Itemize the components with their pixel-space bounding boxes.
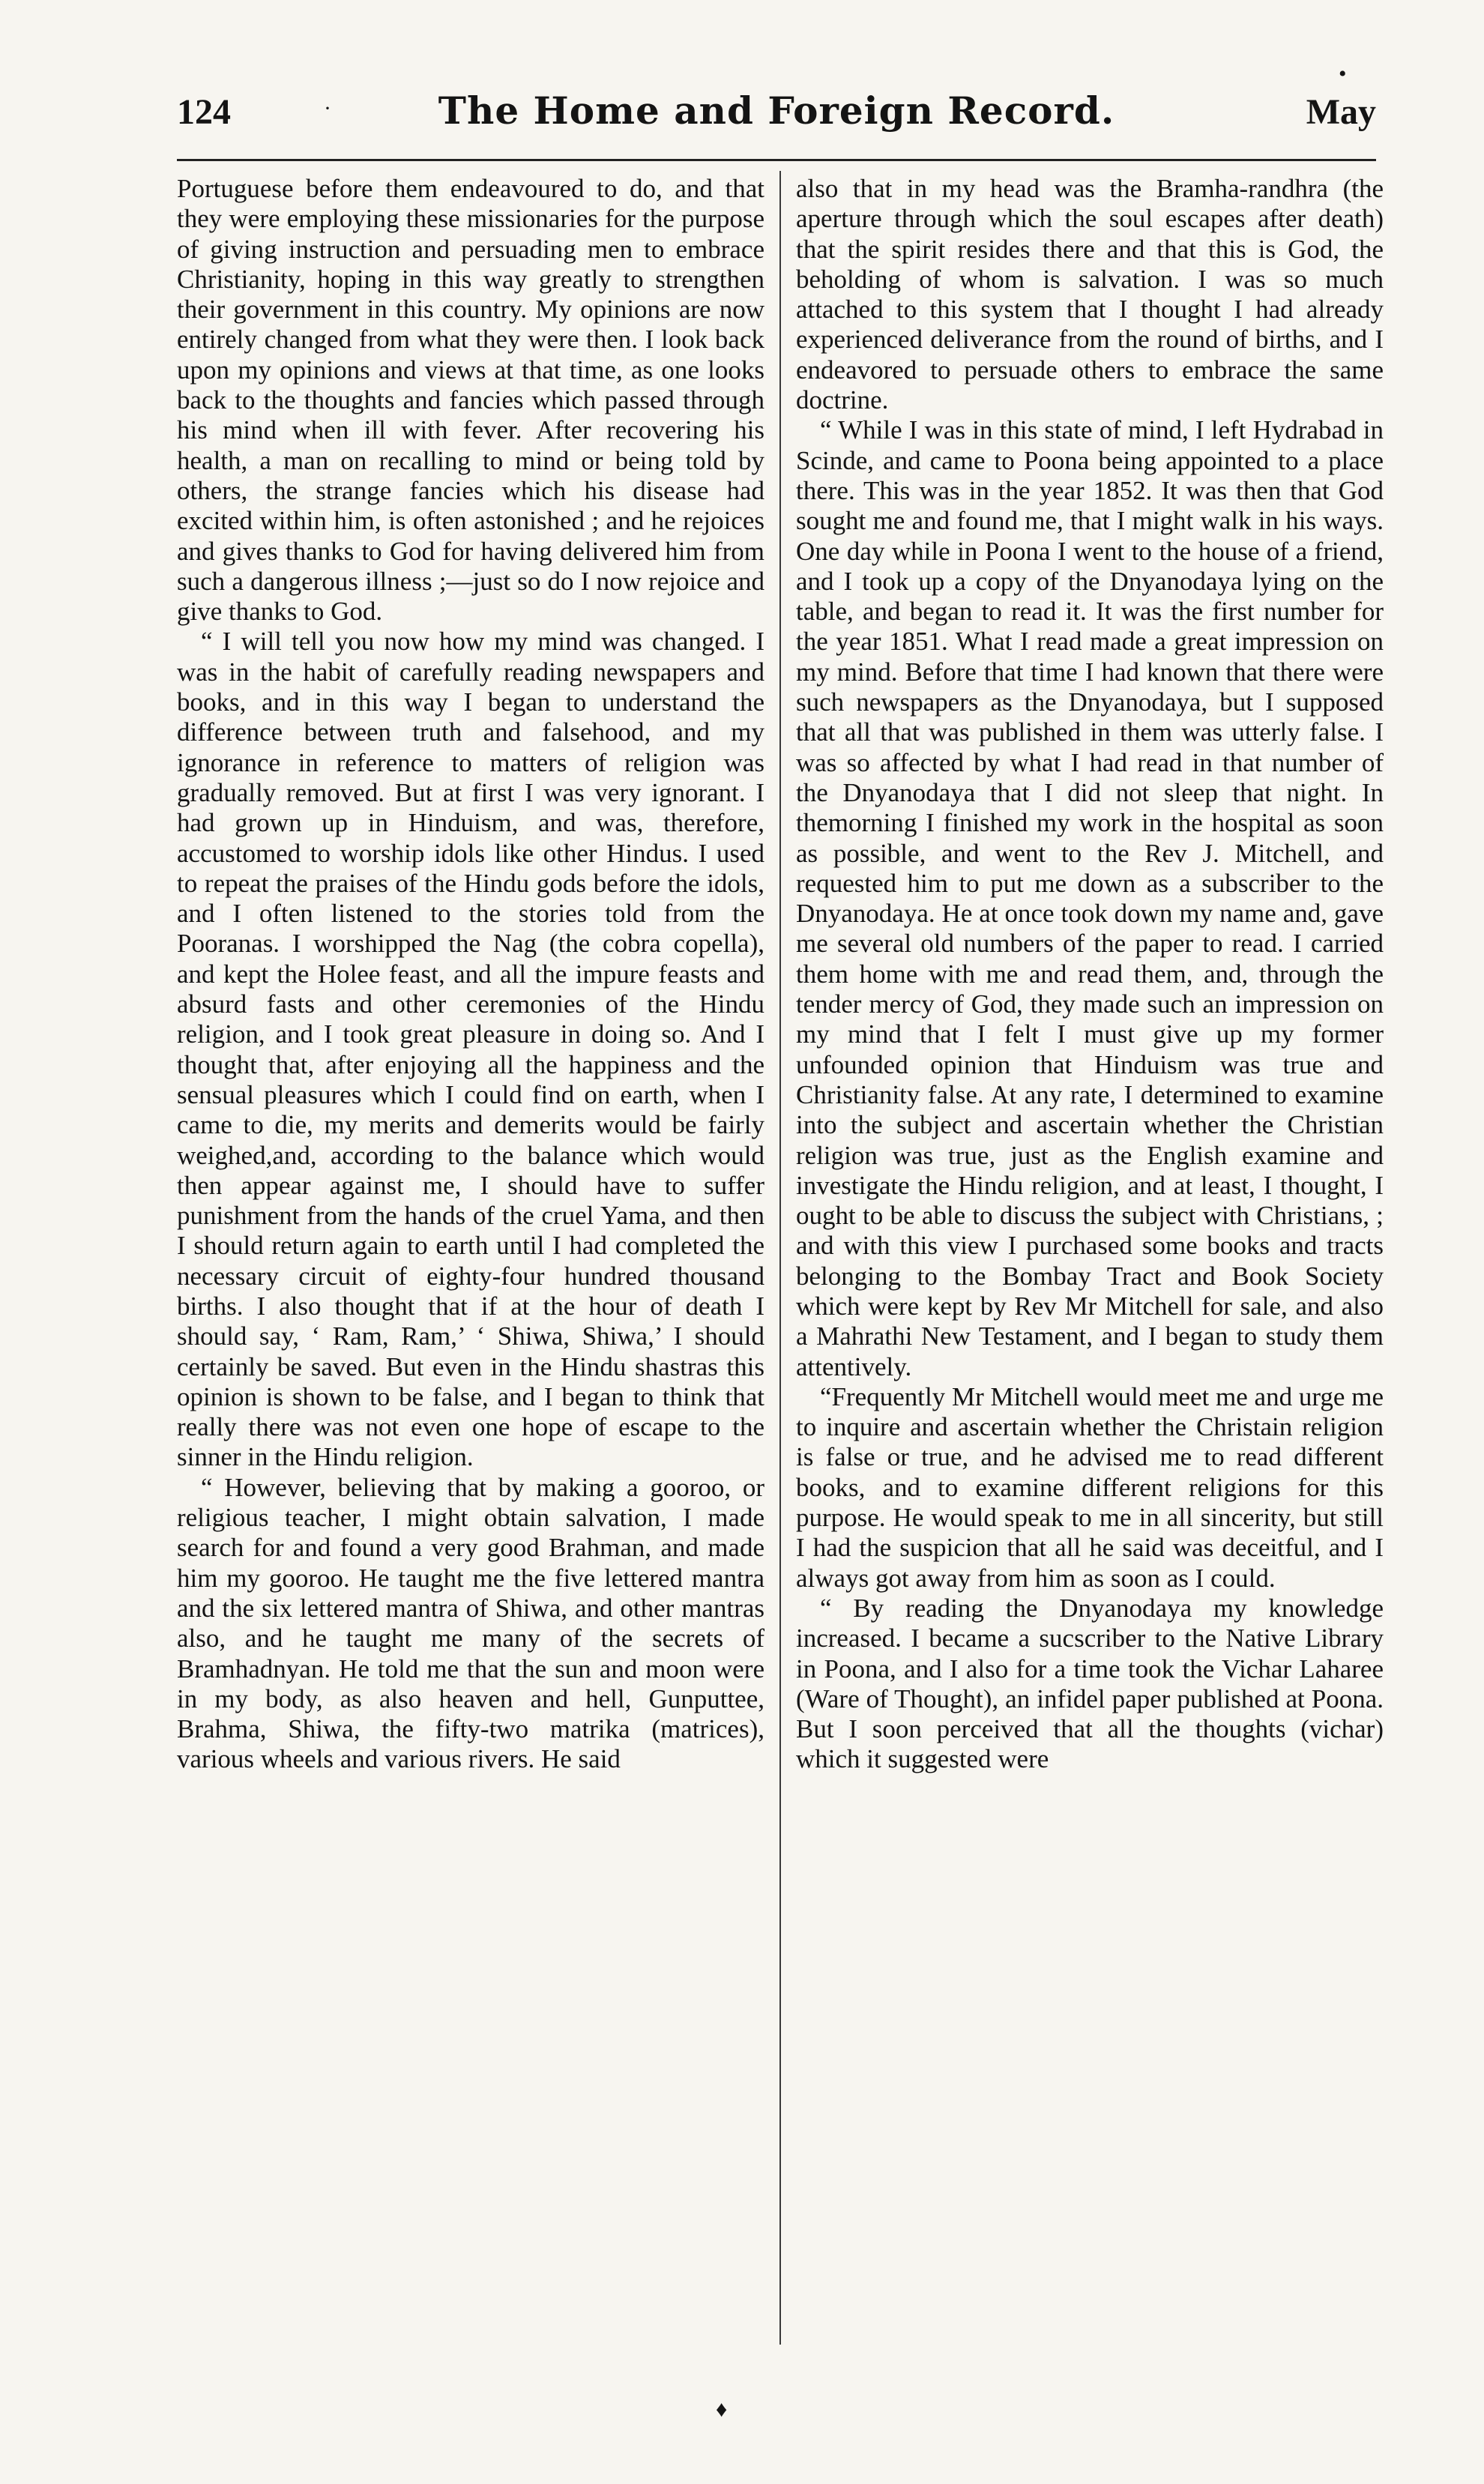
page-number: 124 bbox=[177, 92, 231, 132]
issue-month: May bbox=[1306, 92, 1376, 132]
footer-ornament: ♦ bbox=[716, 2397, 728, 2422]
paragraph: Portuguese before them endeavoured to do, and that they were employing these missionaries for the purpose of giving instruction and persuading men to embrace Christianity, hoping in this way greatly to strengthen their government in this country. My opinions are now entirely changed from what they were then. I look back upon my opinions and views at that time, as one looks back to the thoughts and fancies which passed through his mind when ill with fever. After recovering his health, a man on recalling to mind or being told by others, the strange fancies which his disease had excited within him, is often astonished ; and he rejoices and gives thanks to God for having delivered him from such a dangerous illness ;—just so do I now rejoice and give thanks to God. bbox=[177, 174, 764, 627]
running-title: The Home and Foreign Record. bbox=[438, 88, 1115, 133]
paragraph: “ However, believing that by making a gooroo, or religious teacher, I might obtain salvation, I made search for and found a very good Brahman, and made him my gooroo. He taught me the five lettered mantra and the six lettered mantra of Shiwa, and other mantras also, and he taught me many of the secrets of Bramhadnyan. He told me that the sun and moon were in my body, as also heaven and hell, Gunputtee, Brahma, Shiwa, the fifty-two matrika (matrices), various wheels and various rivers. He said bbox=[177, 1472, 764, 1774]
right-column bbox=[796, 174, 1384, 1775]
page-header bbox=[177, 88, 1376, 141]
paragraph: “ I will tell you now how my mind was changed. I was in the habit of carefully reading newspapers and books, and in this way I began to understand the difference between truth and falsehood, and my ignorance in reference to matters of religion was gradually removed. But at first I was very ignorant. I had grown up in Hinduism, and was, therefore, accustomed to worship idols like other Hindus. I used to repeat the praises of the Hindu gods before the idols, and I often listened to the stories told from the Pooranas. I worshipped the Nag (the cobra copella), and kept the Holee feast, and all the impure feasts and absurd fasts and other ceremonies of the Hindu religion, and I took great pleasure in doing so. And I thought that, after enjoying all the happiness and the sensual pleasures which I could find on earth, when I came to die, my merits and demerits would be fairly weighed,and, according to the balance which would then appear against me, I should have to suffer punishment from the hands of the cruel Yama, and then I should return again to earth until I had completed the necessary circuit of eighty-four hundred thousand births. I also thought that if at the hour of death I should say, ‘ Ram, Ram,’ ‘ Shiwa, Shiwa,’ I should certainly be saved. But even in the Hindu shastras this opinion is shown to be false, and I began to think that really there was not even one hope of escape to the sinner in the Hindu religion. bbox=[177, 627, 764, 1472]
paragraph: “ While I was in this state of mind, I left Hydrabad in Scinde, and came to Poona being appointed to a place there. This was in the year 1852. It was then that God sought me and found me, that I might walk in his ways. One day while in Poona I went to the house of a friend, and I took up a copy of the Dnyanodaya lying on the table, and began to read it. It was the first number for the year 1851. What I read made a great impression on my mind. Before that time I had known that there were such newspapers as the Dnyanodaya, but I supposed that all that was published in them was utterly false. I was so affected by what I had read in that number of the Dnyanodaya that I did not sleep that night. In themorning I finished my work in the hospital as soon as possible, and went to the Rev J. Mitchell, and requested him to put me down as a subscriber to the Dnyanodaya. He at once took down my name and, gave me several old numbers of the paper to read. I carried them home with me and read them, and, through the tender mercy of God, they made such an impression on my mind that I felt I must give up my former unfounded opinion that Hinduism was true and Christianity false. At any rate, I determined to examine into the subject and ascertain whether the Christian religion was true, just as the English examine and investigate the Hindu religion, and at least, I thought, I ought to be able to discuss the subject with Christians, ; and with this view I purchased some books and tracts belonging to the Bombay Tract and Book Society which were kept by Rev Mr Mitchell for sale, and also a Mahrathi New Testament, and I began to study them attentively. bbox=[796, 415, 1384, 1381]
paragraph: “Frequently Mr Mitchell would meet me and urge me to inquire and ascertain whether the Christain religion is false or true, and he advised me to read different books, and to examine different religions for this purpose. He would speak to me in all sincerity, but still I had the suspicion that all he said was deceitful, and I always got away from him as soon as I could. bbox=[796, 1381, 1384, 1593]
left-column bbox=[177, 174, 764, 1775]
paragraph: “ By reading the Dnyanodaya my knowledge increased. I became a sucscriber to the Native Library in Poona, and I also for a time took the Vichar Laharee (Ware of Thought), an infidel paper published at Poona. But I soon perceived that all the thoughts (vichar) which it suggested were bbox=[796, 1593, 1384, 1774]
column-divider bbox=[779, 171, 781, 2345]
header-rule bbox=[177, 159, 1376, 161]
paragraph: also that in my head was the Bramha-randhra (the aperture through which the soul escapes after death) that the spirit resides there and that this is God, the beholding of whom is salvation. I was so much attached to this system that I thought I had already experienced deliverance from the round of births, and I endeavored to persuade others to embrace the same doctrine. bbox=[796, 174, 1384, 415]
print-speck: • bbox=[1339, 61, 1347, 86]
print-speck: · bbox=[324, 96, 331, 121]
